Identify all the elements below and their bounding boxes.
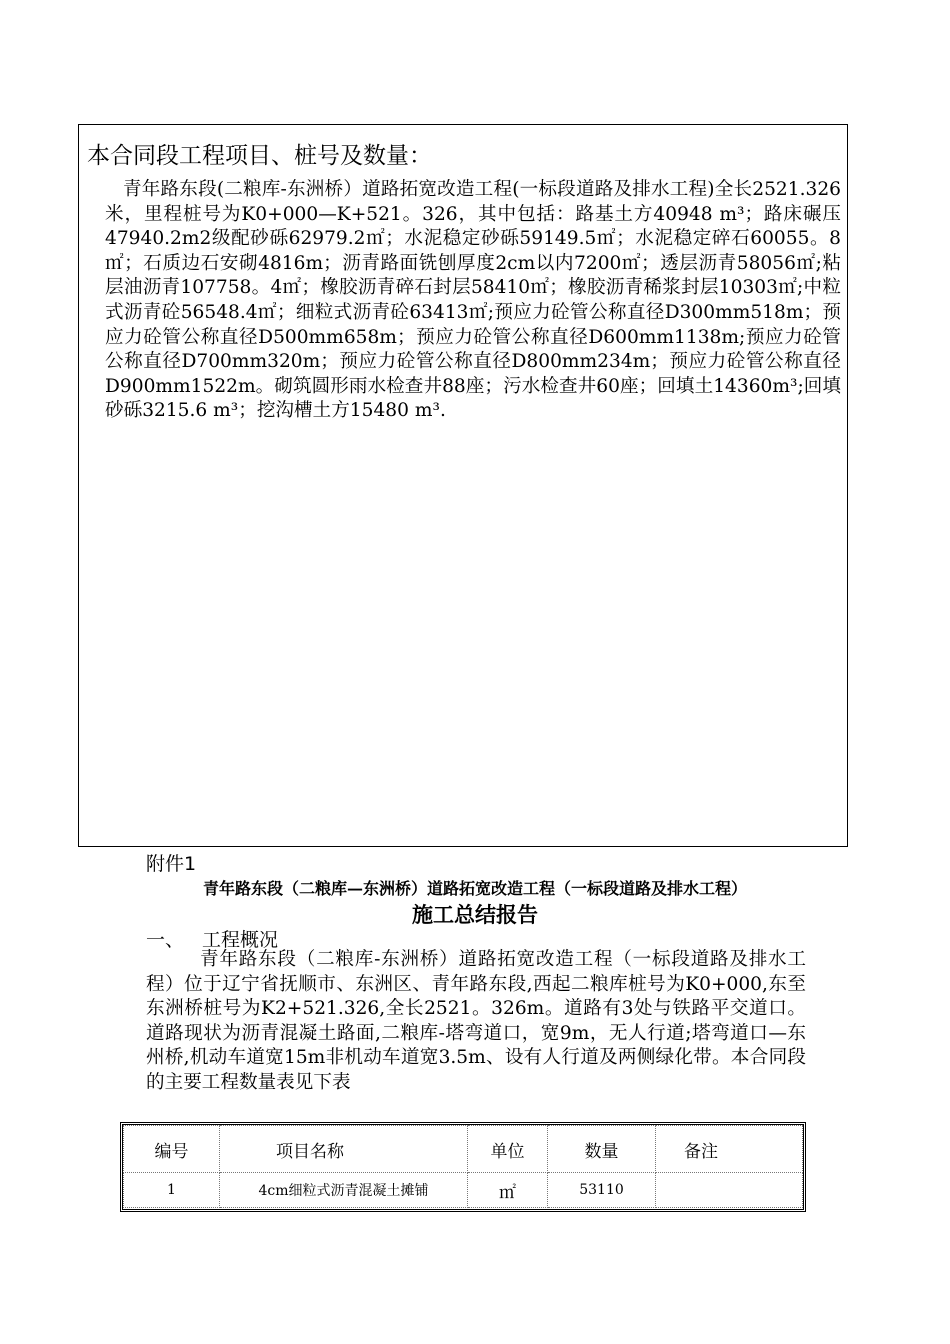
table-header-row (124, 1126, 803, 1173)
overview-paragraph: 青年路东段（二粮库-东洲桥）道路拓宽改造工程（一标段道路及排水工程）位于辽宁省抚顺市、东洲区、青年路东段,西起二粮库桩号为K0+000,东至东洲桥桩号为K2+521.326,全长2521。326m。道路有3处与铁路平交道口。道路现状为沥青混凝土路面,二粮库-塔弯道口，宽9m，无人行道;塔弯道口—东州桥,机动车道宽15m非机动车道宽3.5m、设有人行道及两侧绿化带。本合同段的主要工程数量表见下表 (146, 949, 806, 1093)
header-cell-quantity: 数量 (548, 1126, 656, 1173)
cell-remark (656, 1173, 803, 1208)
header-cell-name: 项目名称 (220, 1126, 468, 1173)
scope-body-text: 青年路东段(二粮库-东洲桥）道路拓宽改造工程(一标段道路及排水工程)全长2521.326米，里程桩号为K0+000—K+521。326，其中包括：路基土方40948 m³；路床碾压47940.2m2级配砂砾62979.2㎡；水泥稳定砂砾59149.5㎡；水泥稳定碎石60055。8㎡；石质边石安砌4816m；沥青路面铣刨厚度2cm以内7200㎡；透层沥青58056㎡;粘层油沥青107758。4㎡；橡胶沥青碎石封层58410㎡；橡胶沥青稀浆封层10303㎡;中粒式沥青砼56548.4㎡；细粒式沥青砼63413㎡;预应力砼管公称直径D300mm518m；预应力砼管公称直径D500mm658m；预应力砼管公称直径D600mm1138m;预应力砼管公称直径D700mm320m；预应力砼管公称直径D800mm234m；预应力砼管公称直径D900mm1522m。砌筑圆形雨水检查井88座；污水检查井60座；回填土14360m³;回填砂砾3215.6 m³；挖沟槽土方15480 m³. (105, 179, 841, 422)
table-row (124, 1173, 803, 1208)
header-cell-remark: 备注 (656, 1126, 803, 1173)
cell-name: 4cm细粒式沥青混凝土摊铺 (220, 1173, 468, 1208)
project-scope-box (78, 124, 848, 847)
cell-quantity: 53110 (548, 1173, 656, 1208)
header-cell-unit: 单位 (468, 1126, 548, 1173)
section-label: 工程概况 (202, 929, 279, 951)
section-number: 一、 (146, 929, 185, 951)
header-cell-id: 编号 (124, 1126, 220, 1173)
report-title: 施工总结报告 (412, 902, 538, 927)
quantity-table (120, 1122, 806, 1212)
attachment-label: 附件1 (146, 853, 197, 875)
cell-unit: ㎡ (468, 1173, 548, 1208)
cell-id: 1 (124, 1173, 220, 1208)
scope-heading: 本合同段工程项目、桩号及数量： (87, 143, 432, 169)
report-subtitle: 青年路东段（二粮库—东洲桥）道路拓宽改造工程（一标段道路及排水工程） (202, 879, 747, 898)
